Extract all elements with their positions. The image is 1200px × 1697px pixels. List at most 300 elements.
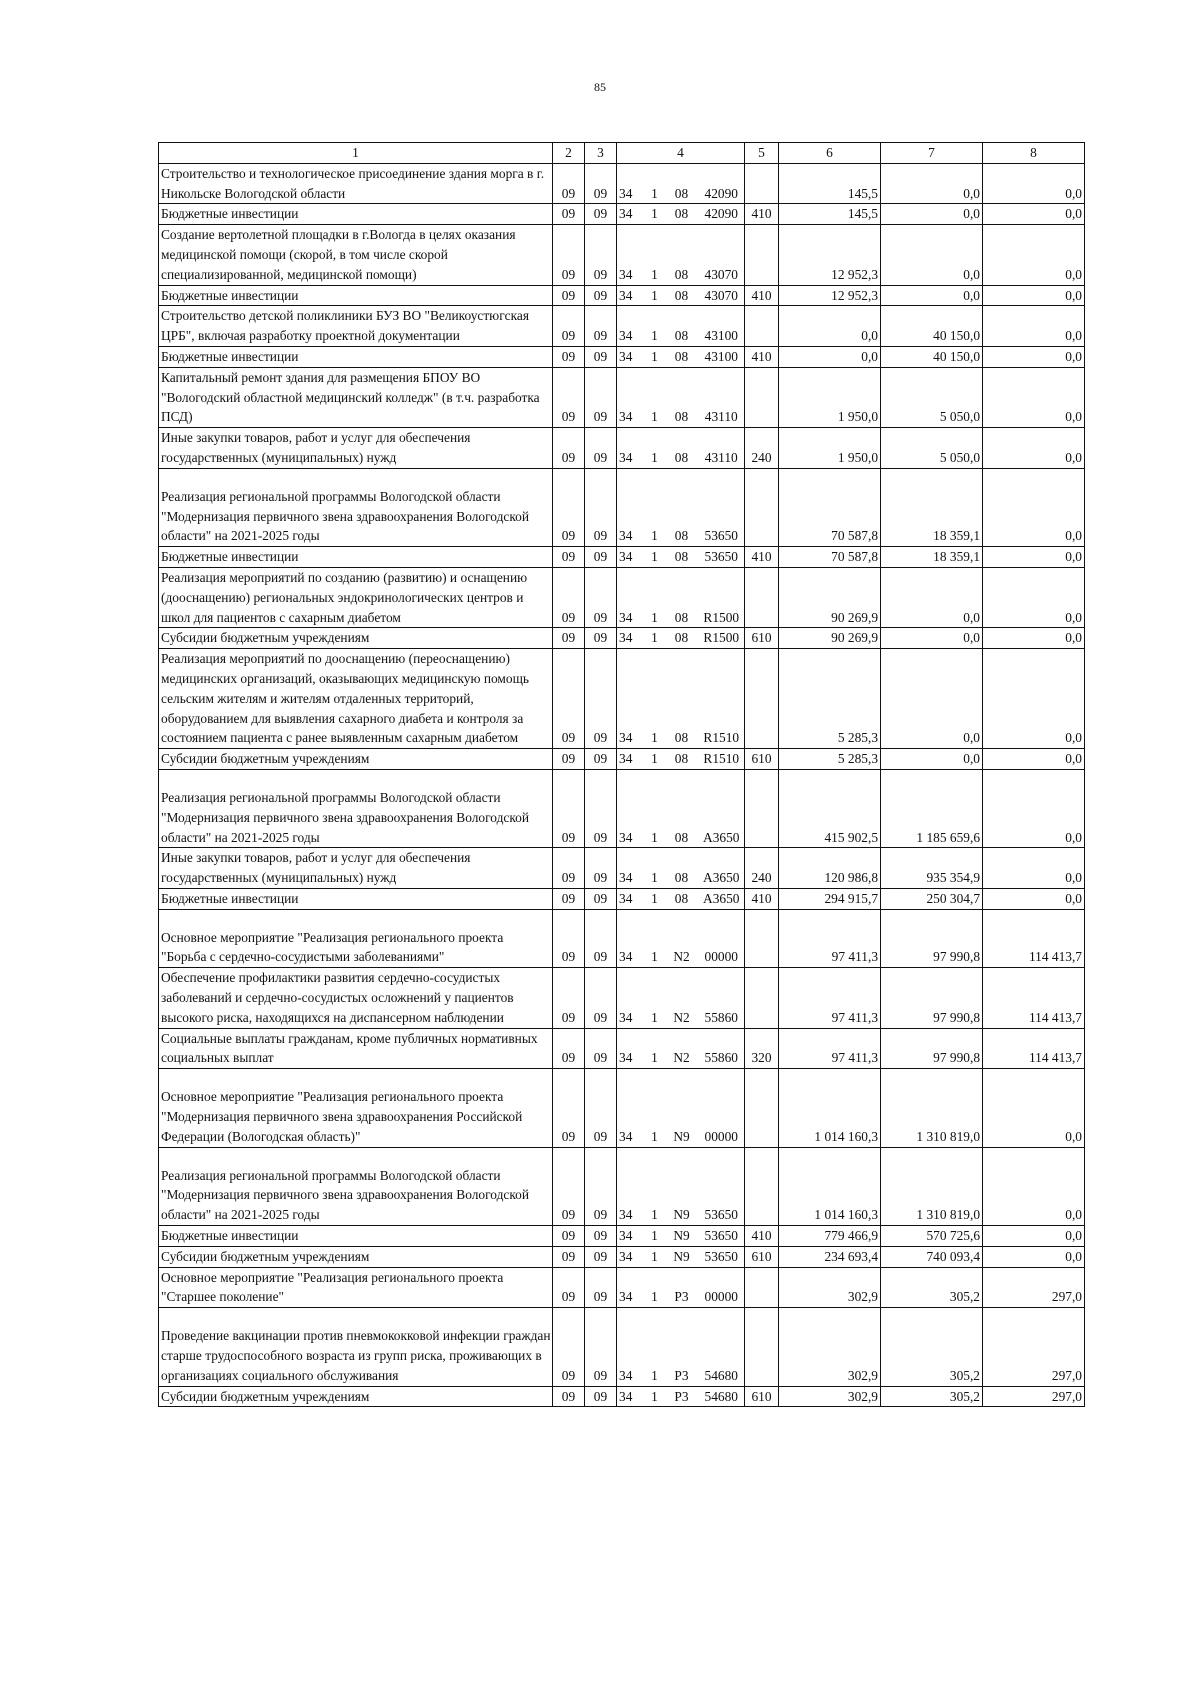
amount-cell: 0,0	[983, 204, 1085, 225]
amount-cell: 302,9	[779, 1386, 881, 1407]
row-name-cell: Иные закупки товаров, работ и услуг для обеспечения государственных (муниципальных) нужд	[159, 848, 553, 889]
amount-cell: 0,0	[881, 163, 983, 204]
code-cell: 1	[645, 1147, 665, 1225]
table-row	[159, 285, 1085, 306]
amount-cell: 0,0	[983, 649, 1085, 749]
code-cell: 00000	[699, 1069, 745, 1147]
code-cell: 1	[645, 428, 665, 469]
code-cell: 34	[617, 163, 645, 204]
amount-cell: 97 990,8	[881, 909, 983, 968]
code-cell: 1	[645, 468, 665, 546]
code-cell: 09	[553, 1028, 585, 1069]
amount-cell: 1 310 819,0	[881, 1147, 983, 1225]
header-col-5: 5	[745, 143, 779, 164]
code-cell: N9	[665, 1147, 699, 1225]
header-col-4: 4	[617, 143, 745, 164]
amount-cell: 120 986,8	[779, 848, 881, 889]
amount-cell: 935 354,9	[881, 848, 983, 889]
amount-cell: 0,0	[881, 204, 983, 225]
code-cell: 34	[617, 225, 645, 285]
code-cell: 34	[617, 1226, 645, 1247]
row-name-cell: Бюджетные инвестиции	[159, 346, 553, 367]
amount-cell: 12 952,3	[779, 225, 881, 285]
amount-cell: 97 411,3	[779, 909, 881, 968]
code-cell: 34	[617, 909, 645, 968]
table-row	[159, 346, 1085, 367]
amount-cell: 0,0	[779, 346, 881, 367]
code-cell: 09	[553, 848, 585, 889]
code-cell: 1	[645, 968, 665, 1028]
code-cell: 08	[665, 468, 699, 546]
code-cell: 1	[645, 1308, 665, 1386]
code-cell: 55860	[699, 1028, 745, 1069]
code-cell: 34	[617, 1028, 645, 1069]
row-name-cell: Строительство детской поликлиники БУЗ ВО "Великоустюгская ЦРБ", включая разработку проектной документации	[159, 306, 553, 347]
code-cell: 09	[585, 968, 617, 1028]
code-cell: 34	[617, 769, 645, 847]
amount-cell: 0,0	[983, 567, 1085, 627]
code-cell: 1	[645, 1226, 665, 1247]
code-cell	[745, 1069, 779, 1147]
row-name-cell: Основное мероприятие "Реализация регионального проекта "Старшее поколение"	[159, 1267, 553, 1308]
code-cell: 08	[665, 888, 699, 909]
code-cell: 09	[553, 968, 585, 1028]
amount-cell: 297,0	[983, 1386, 1085, 1407]
row-name-cell: Иные закупки товаров, работ и услуг для обеспечения государственных (муниципальных) нужд	[159, 428, 553, 469]
amount-cell: 0,0	[983, 769, 1085, 847]
code-cell: 09	[585, 346, 617, 367]
code-cell: 09	[553, 285, 585, 306]
code-cell: 08	[665, 649, 699, 749]
code-cell: 34	[617, 1147, 645, 1225]
amount-cell: 1 014 160,3	[779, 1069, 881, 1147]
code-cell: 410	[745, 204, 779, 225]
code-cell: 09	[553, 468, 585, 546]
code-cell: 34	[617, 1246, 645, 1267]
code-cell: 1	[645, 909, 665, 968]
amount-cell: 305,2	[881, 1386, 983, 1407]
code-cell: 09	[553, 225, 585, 285]
code-cell: 53650	[699, 1226, 745, 1247]
row-name-cell: Субсидии бюджетным учреждениям	[159, 1386, 553, 1407]
amount-cell: 40 150,0	[881, 306, 983, 347]
code-cell: 08	[665, 848, 699, 889]
code-cell	[745, 468, 779, 546]
code-cell: 43110	[699, 428, 745, 469]
code-cell: 1	[645, 1069, 665, 1147]
code-cell: 610	[745, 749, 779, 770]
code-cell	[745, 306, 779, 347]
code-cell: 09	[553, 204, 585, 225]
amount-cell: 90 269,9	[779, 567, 881, 627]
code-cell	[745, 225, 779, 285]
code-cell: A3650	[699, 848, 745, 889]
table-row	[159, 204, 1085, 225]
header-col-6: 6	[779, 143, 881, 164]
code-cell	[745, 968, 779, 1028]
code-cell: 09	[553, 769, 585, 847]
code-cell: 09	[585, 888, 617, 909]
amount-cell: 305,2	[881, 1308, 983, 1386]
code-cell: 09	[585, 1308, 617, 1386]
row-name-cell: Бюджетные инвестиции	[159, 204, 553, 225]
row-name-cell: Обеспечение профилактики развития сердечно-сосудистых заболеваний и сердечно-сосудистых осложнений у пациентов высокого риска, находящихся на диспансерном наблюдении	[159, 968, 553, 1028]
amount-cell: 415 902,5	[779, 769, 881, 847]
table-row	[159, 163, 1085, 204]
table-row	[159, 909, 1085, 968]
code-cell: 08	[665, 306, 699, 347]
code-cell: 34	[617, 848, 645, 889]
row-name-cell: Реализация мероприятий по созданию (развитию) и оснащению (дооснащению) региональных эндокринологических центров и школ для пациентов с сахарным диабетом	[159, 567, 553, 627]
table-row	[159, 1069, 1085, 1147]
row-name-cell: Бюджетные инвестиции	[159, 888, 553, 909]
code-cell: 610	[745, 628, 779, 649]
amount-cell: 114 413,7	[983, 968, 1085, 1028]
amount-cell: 0,0	[983, 285, 1085, 306]
row-name-cell: Строительство и технологическое присоединение здания морга в г. Никольске Вологодской области	[159, 163, 553, 204]
row-name-cell: Основное мероприятие "Реализация регионального проекта "Модернизация первичного звена здравоохранения Российской Федерации (Вологодская область)"	[159, 1069, 553, 1147]
row-name-cell: Социальные выплаты гражданам, кроме публичных нормативных социальных выплат	[159, 1028, 553, 1069]
table-row	[159, 1147, 1085, 1225]
code-cell: 34	[617, 1069, 645, 1147]
code-cell: 09	[585, 567, 617, 627]
code-cell	[745, 367, 779, 427]
code-cell: 34	[617, 306, 645, 347]
code-cell: P3	[665, 1308, 699, 1386]
amount-cell: 0,0	[983, 848, 1085, 889]
code-cell: 43070	[699, 285, 745, 306]
code-cell	[745, 163, 779, 204]
code-cell: 00000	[699, 909, 745, 968]
code-cell: 09	[553, 306, 585, 347]
amount-cell: 297,0	[983, 1308, 1085, 1386]
table-row	[159, 769, 1085, 847]
amount-cell: 114 413,7	[983, 1028, 1085, 1069]
header-col-3: 3	[585, 143, 617, 164]
code-cell: 1	[645, 769, 665, 847]
code-cell: 09	[553, 888, 585, 909]
code-cell: 34	[617, 346, 645, 367]
code-cell: 09	[553, 346, 585, 367]
row-name-cell: Основное мероприятие "Реализация регионального проекта "Борьба с сердечно-сосудистыми заболеваниями"	[159, 909, 553, 968]
amount-cell: 0,0	[881, 649, 983, 749]
code-cell: N9	[665, 1246, 699, 1267]
code-cell: 1	[645, 547, 665, 568]
amount-cell: 779 466,9	[779, 1226, 881, 1247]
row-name-cell: Субсидии бюджетным учреждениям	[159, 1246, 553, 1267]
code-cell: 08	[665, 769, 699, 847]
amount-cell: 0,0	[983, 749, 1085, 770]
amount-cell: 1 014 160,3	[779, 1147, 881, 1225]
amount-cell: 297,0	[983, 1267, 1085, 1308]
amount-cell: 0,0	[983, 628, 1085, 649]
code-cell: 1	[645, 204, 665, 225]
amount-cell: 97 411,3	[779, 968, 881, 1028]
table-row	[159, 1386, 1085, 1407]
code-cell: 09	[585, 749, 617, 770]
code-cell: 1	[645, 888, 665, 909]
amount-cell: 0,0	[983, 888, 1085, 909]
code-cell: 1	[645, 1246, 665, 1267]
code-cell: 08	[665, 225, 699, 285]
code-cell: 1	[645, 848, 665, 889]
amount-cell: 250 304,7	[881, 888, 983, 909]
code-cell: 1	[645, 567, 665, 627]
code-cell: 34	[617, 749, 645, 770]
table-row	[159, 628, 1085, 649]
code-cell: 53650	[699, 468, 745, 546]
code-cell: R1510	[699, 749, 745, 770]
code-cell: 34	[617, 1267, 645, 1308]
code-cell: 43110	[699, 367, 745, 427]
code-cell: 08	[665, 628, 699, 649]
amount-cell: 5 050,0	[881, 367, 983, 427]
code-cell: 42090	[699, 163, 745, 204]
amount-cell: 1 310 819,0	[881, 1069, 983, 1147]
amount-cell: 97 990,8	[881, 1028, 983, 1069]
code-cell: 34	[617, 547, 645, 568]
amount-cell: 0,0	[983, 468, 1085, 546]
code-cell: 09	[585, 163, 617, 204]
amount-cell: 40 150,0	[881, 346, 983, 367]
code-cell	[745, 1147, 779, 1225]
code-cell: 08	[665, 285, 699, 306]
amount-cell: 0,0	[983, 547, 1085, 568]
code-cell: 1	[645, 225, 665, 285]
amount-cell: 234 693,4	[779, 1246, 881, 1267]
code-cell: 09	[553, 547, 585, 568]
code-cell: 09	[553, 367, 585, 427]
code-cell	[745, 909, 779, 968]
header-col-8: 8	[983, 143, 1085, 164]
amount-cell: 305,2	[881, 1267, 983, 1308]
code-cell: 09	[553, 428, 585, 469]
amount-cell: 12 952,3	[779, 285, 881, 306]
amount-cell: 70 587,8	[779, 547, 881, 568]
code-cell: 1	[645, 628, 665, 649]
amount-cell: 302,9	[779, 1267, 881, 1308]
code-cell: 09	[585, 1267, 617, 1308]
code-cell: 09	[585, 1246, 617, 1267]
amount-cell: 1 950,0	[779, 367, 881, 427]
table-row	[159, 968, 1085, 1028]
table-row	[159, 749, 1085, 770]
code-cell: P3	[665, 1386, 699, 1407]
code-cell: N2	[665, 1028, 699, 1069]
code-cell: 09	[553, 909, 585, 968]
amount-cell: 70 587,8	[779, 468, 881, 546]
code-cell: 09	[585, 204, 617, 225]
table-row	[159, 1246, 1085, 1267]
code-cell: 410	[745, 1226, 779, 1247]
amount-cell: 145,5	[779, 163, 881, 204]
code-cell: 08	[665, 547, 699, 568]
code-cell: 1	[645, 306, 665, 347]
amount-cell: 0,0	[983, 1226, 1085, 1247]
code-cell: 08	[665, 163, 699, 204]
amount-cell: 0,0	[779, 306, 881, 347]
amount-cell: 97 990,8	[881, 968, 983, 1028]
code-cell: 34	[617, 628, 645, 649]
amount-cell: 0,0	[881, 225, 983, 285]
code-cell: 43100	[699, 306, 745, 347]
code-cell: 09	[553, 1386, 585, 1407]
code-cell: 09	[585, 909, 617, 968]
row-name-cell: Реализация региональной программы Вологодской области "Модернизация первичного звена здравоохранения Вологодской области" на 2021-2025 годы	[159, 468, 553, 546]
code-cell	[745, 567, 779, 627]
code-cell: 34	[617, 649, 645, 749]
code-cell: 53650	[699, 1147, 745, 1225]
code-cell: 09	[585, 1226, 617, 1247]
code-cell: 34	[617, 567, 645, 627]
header-col-7: 7	[881, 143, 983, 164]
code-cell: N2	[665, 968, 699, 1028]
amount-cell: 145,5	[779, 204, 881, 225]
table-row	[159, 306, 1085, 347]
amount-cell: 0,0	[983, 225, 1085, 285]
code-cell: 09	[585, 1386, 617, 1407]
amount-cell: 570 725,6	[881, 1226, 983, 1247]
code-cell: 09	[553, 1267, 585, 1308]
code-cell: 1	[645, 367, 665, 427]
code-cell	[745, 649, 779, 749]
code-cell: 09	[585, 225, 617, 285]
table-row	[159, 1226, 1085, 1247]
amount-cell: 1 185 659,6	[881, 769, 983, 847]
row-name-cell: Бюджетные инвестиции	[159, 1226, 553, 1247]
header-col-1: 1	[159, 143, 553, 164]
code-cell: 410	[745, 547, 779, 568]
code-cell: 42090	[699, 204, 745, 225]
code-cell: 410	[745, 346, 779, 367]
code-cell: N2	[665, 909, 699, 968]
code-cell: R1510	[699, 649, 745, 749]
code-cell: 1	[645, 1028, 665, 1069]
code-cell: 54680	[699, 1386, 745, 1407]
code-cell: 09	[585, 428, 617, 469]
budget-table	[158, 142, 1085, 1407]
amount-cell: 5 050,0	[881, 428, 983, 469]
table-row	[159, 649, 1085, 749]
code-cell: 08	[665, 367, 699, 427]
table-row	[159, 848, 1085, 889]
amount-cell: 0,0	[983, 346, 1085, 367]
code-cell: 09	[585, 1069, 617, 1147]
code-cell: 410	[745, 285, 779, 306]
code-cell: 09	[585, 306, 617, 347]
row-name-cell: Бюджетные инвестиции	[159, 285, 553, 306]
amount-cell: 0,0	[983, 1246, 1085, 1267]
code-cell: 1	[645, 749, 665, 770]
amount-cell: 97 411,3	[779, 1028, 881, 1069]
code-cell: 08	[665, 567, 699, 627]
code-cell: 34	[617, 204, 645, 225]
code-cell: 53650	[699, 547, 745, 568]
code-cell: 610	[745, 1386, 779, 1407]
code-cell: 09	[585, 628, 617, 649]
code-cell: 34	[617, 888, 645, 909]
code-cell: 1	[645, 649, 665, 749]
code-cell: 08	[665, 749, 699, 770]
amount-cell: 0,0	[881, 285, 983, 306]
code-cell: R1500	[699, 628, 745, 649]
code-cell: 09	[585, 367, 617, 427]
code-cell: 240	[745, 428, 779, 469]
table-row	[159, 367, 1085, 427]
row-name-cell: Капитальный ремонт здания для размещения БПОУ ВО "Вологодский областной медицинский колледж" (в т.ч. разработка ПСД)	[159, 367, 553, 427]
code-cell: 34	[617, 1386, 645, 1407]
code-cell: 320	[745, 1028, 779, 1069]
code-cell: 09	[585, 848, 617, 889]
code-cell: 00000	[699, 1267, 745, 1308]
code-cell: N9	[665, 1226, 699, 1247]
code-cell: 08	[665, 428, 699, 469]
code-cell: 09	[553, 163, 585, 204]
code-cell: 08	[665, 204, 699, 225]
code-cell: N9	[665, 1069, 699, 1147]
code-cell: 09	[553, 749, 585, 770]
code-cell: 09	[585, 1147, 617, 1225]
row-name-cell: Реализация региональной программы Вологодской области "Модернизация первичного звена здравоохранения Вологодской области" на 2021-2025 годы	[159, 1147, 553, 1225]
table-row	[159, 547, 1085, 568]
code-cell: 09	[585, 649, 617, 749]
code-cell: 1	[645, 1267, 665, 1308]
code-cell: 09	[553, 628, 585, 649]
code-cell: 240	[745, 848, 779, 889]
code-cell: 09	[553, 649, 585, 749]
amount-cell: 5 285,3	[779, 649, 881, 749]
code-cell: 09	[585, 547, 617, 568]
amount-cell: 5 285,3	[779, 749, 881, 770]
table-row	[159, 888, 1085, 909]
table-row	[159, 1028, 1085, 1069]
table-row	[159, 225, 1085, 285]
amount-cell: 294 915,7	[779, 888, 881, 909]
code-cell: 09	[553, 567, 585, 627]
table-row	[159, 468, 1085, 546]
amount-cell: 0,0	[881, 628, 983, 649]
amount-cell: 1 950,0	[779, 428, 881, 469]
row-name-cell: Субсидии бюджетным учреждениям	[159, 628, 553, 649]
amount-cell: 0,0	[983, 1069, 1085, 1147]
code-cell: 08	[665, 346, 699, 367]
row-name-cell: Бюджетные инвестиции	[159, 547, 553, 568]
code-cell: 09	[585, 1028, 617, 1069]
code-cell: A3650	[699, 888, 745, 909]
code-cell: 1	[645, 163, 665, 204]
code-cell: 43070	[699, 225, 745, 285]
code-cell	[745, 1308, 779, 1386]
table-row	[159, 1308, 1085, 1386]
code-cell: 34	[617, 468, 645, 546]
code-cell: 43100	[699, 346, 745, 367]
code-cell: 34	[617, 968, 645, 1028]
amount-cell: 302,9	[779, 1308, 881, 1386]
amount-cell: 114 413,7	[983, 909, 1085, 968]
amount-cell: 0,0	[881, 749, 983, 770]
code-cell	[745, 769, 779, 847]
code-cell	[745, 1267, 779, 1308]
amount-cell: 0,0	[983, 428, 1085, 469]
row-name-cell: Субсидии бюджетным учреждениям	[159, 749, 553, 770]
code-cell: 09	[585, 285, 617, 306]
code-cell: 09	[585, 769, 617, 847]
code-cell: 610	[745, 1246, 779, 1267]
code-cell: 1	[645, 285, 665, 306]
code-cell: 09	[553, 1308, 585, 1386]
code-cell: 09	[553, 1226, 585, 1247]
code-cell: 410	[745, 888, 779, 909]
